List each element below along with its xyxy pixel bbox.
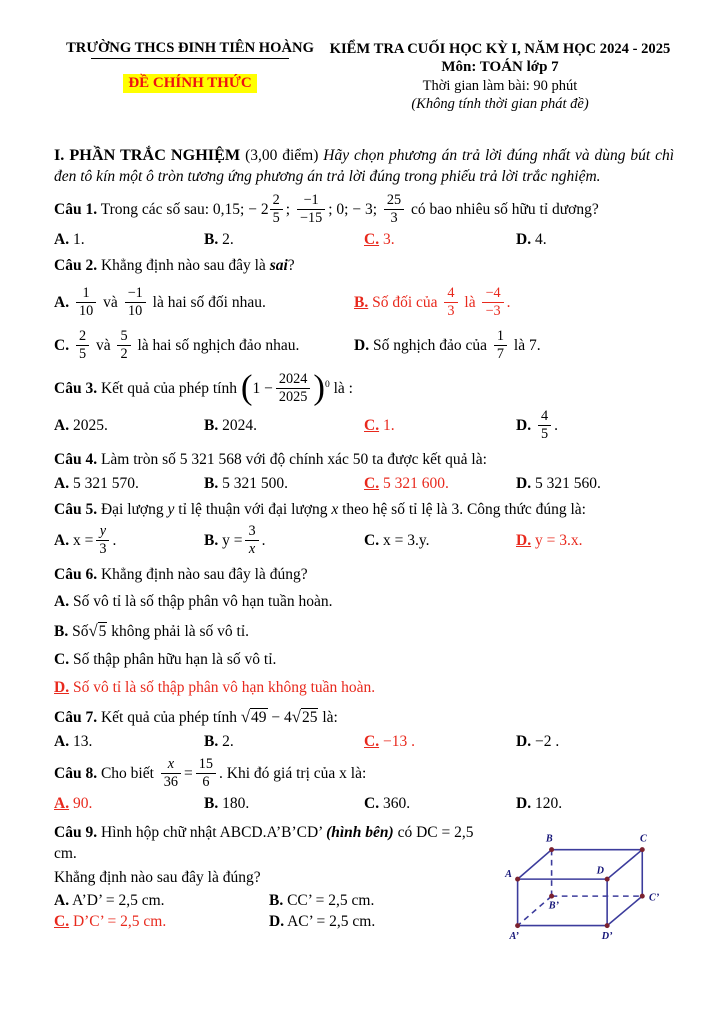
q6-option-b: B. Số√5 không phải là số vô tỉ. (54, 621, 250, 641)
q7-options (54, 733, 674, 751)
q2-options-row1 (54, 287, 674, 320)
q2-stem: Câu 2. Khẳng định nào sau đây là sai? (54, 257, 295, 275)
q2-options-row2 (54, 327, 674, 363)
fraction: $\frac{15}{6}$ (196, 757, 216, 790)
cuboid-svg (504, 827, 674, 945)
fraction: $\frac{x}{36}$ (161, 757, 181, 790)
section-heading (54, 145, 674, 187)
q8-option-a-correct: A. 90. (54, 795, 93, 812)
q7-option-a: A. 13. (54, 733, 93, 751)
cuboid-vertices (515, 847, 645, 928)
q9-option-b: B. CC’ = 2,5 cm. (269, 891, 375, 909)
square-root: √5 (88, 621, 107, 641)
q6-option-d-correct: D. Số vô tỉ là số thập phân vô hạn không tuần hoàn. (54, 679, 376, 697)
vertex-label-a2: A’ (509, 931, 519, 943)
cuboid-figure (504, 823, 674, 945)
q9-stem-line2: Khẳng định nào sau đây là đúng? (54, 868, 261, 886)
question-2 (54, 256, 674, 363)
q7-stem: Câu 7. Kết quả của phép tính √49 − 4√25 là: (54, 707, 338, 727)
q6-option-a: A. Số vô tỉ là số thập phân vô hạn tuần hoàn. (54, 593, 333, 611)
fraction: $\frac{4}{5}$ (538, 409, 551, 442)
exam-subject: Môn: TOÁN lớp 7 (441, 59, 559, 76)
q1-option-d: D. 4. (516, 231, 547, 249)
fraction: $\frac{-1}{-15}$ (297, 193, 325, 226)
q1-stem: Câu 1. Trong các số sau: 0,15; − 2 $\frac{2}{5}$ ; $\frac{-1}{-15}$ ; 0; − 3; $\frac{25}{3}$ có bao nhiêu số hữu tỉ dương? (54, 192, 599, 227)
school-name: TRƯỜNG THCS ĐINH TIÊN HOÀNG (66, 40, 314, 56)
q9-options-row1 (54, 892, 500, 910)
fraction: $\frac{4}{3}$ (444, 286, 457, 319)
question-7 (54, 706, 674, 751)
q7-option-c-correct: C. −13 . (364, 733, 415, 751)
q4-options (54, 475, 674, 493)
vertex-label-c: C (639, 833, 647, 845)
section-label: I. PHẦN TRẮC NGHIỆM (54, 146, 241, 165)
variable-y: y (167, 500, 175, 518)
q3-options (54, 407, 674, 443)
question-1 (54, 194, 674, 249)
fraction: $\frac{2024}{2025}$ (276, 372, 311, 405)
q8-option-d: D. 120. (516, 795, 563, 812)
q9-option-a: A. A’D’ = 2,5 cm. (54, 891, 165, 909)
q1-option-c-correct: C. 3. (364, 231, 395, 249)
question-9 (54, 823, 674, 945)
fraction: $\frac{1}{10}$ (76, 286, 96, 319)
q9-options-row2 (54, 913, 500, 931)
vertex-label-c2: C’ (649, 892, 660, 904)
q8-option-c: C. 360. (364, 795, 411, 812)
q3-option-d: D. $\frac{4}{5}$ . (516, 407, 558, 442)
q4-option-c-correct: C. 5 321 600. (364, 474, 449, 492)
q7-option-b: B. 2. (204, 733, 234, 751)
question-4 (54, 450, 674, 493)
q7-option-d: D. −2 . (516, 733, 560, 751)
q2-option-d: D. Số nghịch đảo của $\frac{1}{7}$ là 7. (354, 327, 541, 362)
q1-option-b: B. 2. (204, 231, 234, 249)
fraction: $\frac{-4}{-3}$ (482, 286, 503, 319)
vertex-label-b: B (545, 833, 553, 845)
official-exam-badge: ĐỀ CHÍNH THỨC (123, 74, 256, 93)
fraction: $\frac{2}{5}$ (76, 329, 89, 362)
question-5 (54, 500, 674, 558)
fraction: $\frac{25}{3}$ (384, 193, 404, 226)
q9-stem-line1: Câu 9. Hình hộp chữ nhật ABCD.A’B’CD’ (hình bên) có DC = 2,5 cm. (54, 824, 474, 862)
fraction: $\frac{-1}{10}$ (125, 286, 146, 319)
fraction: $\frac{5}{2}$ (117, 329, 130, 362)
square-root: √25 (291, 707, 318, 727)
section-instructions: Hãy chọn phương án trả lời đúng nhất và dùng bút chì đen tô kín một ô tròn tương ứng phương án trả lời đúng trong phiếu trả lời trắc nghiệm. (54, 147, 675, 185)
left-paren: ( (240, 367, 253, 407)
fraction: $\frac{2}{5}$ (270, 193, 283, 226)
q5-option-d-correct: D. y = 3.x. (516, 532, 583, 550)
section-points: (3,00 điểm) (245, 147, 319, 165)
q9-option-d: D. AC’ = 2,5 cm. (269, 912, 376, 930)
exponent: 0 (324, 378, 330, 390)
fraction: $\frac{3}{x}$ (245, 524, 258, 557)
q2-option-c: C. $\frac{2}{5}$ và $\frac{5}{2}$ là hai số nghịch đảo nhau. (54, 327, 300, 362)
question-3 (54, 367, 674, 443)
fraction: $\frac{1}{7}$ (494, 329, 507, 362)
vertex-label-b2: B’ (548, 900, 559, 912)
q4-option-d: D. 5 321 560. (516, 474, 601, 492)
q3-option-a: A. 2025. (54, 417, 108, 435)
q4-option-b: B. 5 321 500. (204, 474, 288, 492)
q6-option-c: C. Số thập phân hữu hạn là số vô tỉ. (54, 651, 277, 669)
exam-title: KIỂM TRA CUỐI HỌC KỲ I, NĂM HỌC 2024 - 2025 (329, 41, 671, 57)
q2-option-b-correct: B. Số đối của $\frac{4}{3}$ là $\frac{-4}{-3}$ . (354, 285, 511, 319)
q3-option-c-correct: C. 1. (364, 417, 395, 435)
square-root: √49 (240, 707, 267, 727)
q9-option-c-correct: C. D’C’ = 2,5 cm. (54, 912, 167, 930)
q3-stem: Câu 3. Kết quả của phép tính (1 − $\frac{2024}{2025}$ )$^0$ là : (54, 367, 353, 407)
header-right (326, 40, 674, 113)
cuboid-edges (518, 850, 643, 926)
q2-option-a: A. $\frac{1}{10}$ và $\frac{-1}{10}$ là hai số đối nhau. (54, 285, 266, 319)
exam-header (54, 40, 674, 113)
q8-options (54, 795, 674, 813)
q4-option-a: A. 5 321 570. (54, 474, 139, 492)
exam-note: (Không tính thời gian phát đề) (411, 96, 589, 113)
q8-stem: Câu 8. Cho biết $\frac{x}{36}$ = $\frac{15}{6}$ . Khi đó giá trị của x là: (54, 756, 367, 791)
q5-option-a: A. x = $\frac{y}{3}$ . (54, 522, 117, 557)
q5-stem: Câu 5. Đại lượng y tỉ lệ thuận với đại lượng x theo hệ số tỉ lệ là 3. Công thức đúng là: (54, 500, 586, 518)
q5-option-b: B. y = $\frac{3}{x}$ . (204, 522, 266, 557)
q1-options (54, 231, 674, 249)
q8-option-b: B. 180. (204, 795, 250, 812)
vertex-label-d: D (596, 865, 605, 877)
q3-option-b: B. 2024. (204, 417, 257, 435)
q4-stem: Câu 4. Làm tròn số 5 321 568 với độ chính xác 50 ta được kết quả là: (54, 450, 487, 468)
q9-text (54, 823, 500, 945)
exam-duration: Thời gian làm bài: 90 phút (422, 77, 578, 94)
question-6 (54, 565, 674, 700)
vertex-label-d2: D’ (601, 931, 613, 943)
question-8 (54, 758, 674, 813)
right-paren: ) (313, 367, 325, 407)
q6-stem: Câu 6. Khẳng định nào sau đây là đúng? (54, 565, 308, 583)
q5-option-c: C. x = 3.y. (364, 532, 430, 550)
q5-options (54, 522, 674, 558)
q1-option-a: A. 1. (54, 231, 85, 249)
fraction: $\frac{y}{3}$ (96, 524, 109, 557)
vertex-label-a: A (505, 868, 512, 880)
school-underline (91, 58, 289, 59)
header-left (54, 40, 326, 113)
variable-x: x (331, 500, 339, 518)
